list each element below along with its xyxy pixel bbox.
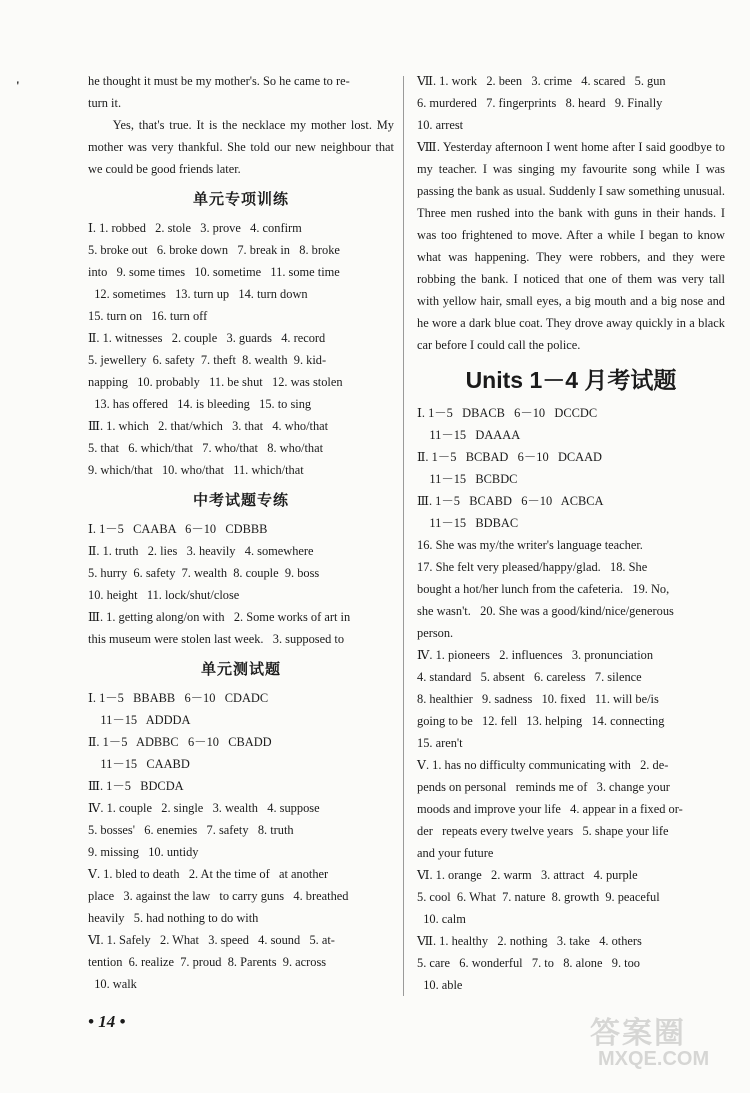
answer-line: 11－15 ADDDA: [88, 713, 191, 727]
answer-line: 9. missing 10. untidy: [88, 845, 199, 859]
answer-line: 11－15 CAABD: [88, 757, 190, 771]
section-title-exam-practice: 中考试题专练: [192, 491, 289, 509]
answer-line: Ⅱ. 1－5 BCBAD 6－10 DCAAD: [417, 450, 603, 464]
margin-mark: ': [16, 78, 20, 93]
watermark-text: 答案圈: [590, 1016, 686, 1051]
section-unit-test-continued: [417, 70, 725, 136]
answer-line: 5. cool 6. What 7. nature 8. growth 9. peaceful: [417, 890, 660, 904]
answer-line: into 9. some times 10. sometime 11. some time: [88, 265, 340, 279]
intro-paragraph: Yes, that's true. It is the necklace my mother lost. My mother was very thankful. She told our new neighbour that we could be good friends later.: [88, 118, 398, 176]
answer-line: napping 10. probably 11. be shut 12. was stolen: [88, 375, 343, 389]
answer-line: Ⅱ. 1. truth 2. lies 3. heavily 4. somewhere: [88, 544, 314, 558]
answer-line: Ⅰ. 1. robbed 2. stole 3. prove 4. confirm: [88, 221, 302, 235]
intro-lines: [88, 70, 394, 114]
essay-paragraph: Ⅷ. Yesterday afternoon I went home after I said goodbye to my teacher. I was singing my favourite song while I was passing the bank as usual. Suddenly I saw something unusual. Three men rushed into the bank with guns in their hands. I was too frightened to move. After a while I began to know what was happening. They were robbers, and they were robbing the bank. I noticed that one of them was very tall with yellow hair, small eyes, a big mouth and a big nose and he wore a dark blue coat. They drove away quickly in a black car before I could call the police.: [417, 140, 729, 352]
answer-line: 10. arrest: [417, 118, 464, 132]
intro-line: turn it.: [88, 96, 122, 110]
section-title-unit-training: 单元专项训练: [192, 190, 289, 208]
answer-line: 12. sometimes 13. turn up 14. turn down: [88, 287, 308, 301]
answer-line: heavily 5. had nothing to do with: [88, 911, 259, 925]
answer-line: 5. jewellery 6. safety 7. theft 8. wealth 9. kid-: [88, 353, 327, 367]
answer-line: 10. calm: [417, 912, 466, 926]
answer-line: place 3. against the law to carry guns 4. breathed: [88, 889, 349, 903]
intro-line: he thought it must be my mother's. So he came to re-: [88, 74, 350, 88]
answer-line: 16. She was my/the writer's language teacher.: [417, 538, 643, 552]
answer-line: moods and improve your life 4. appear in a fixed or-: [417, 802, 683, 816]
answer-line: Ⅵ. 1. orange 2. warm 3. attract 4. purple: [417, 868, 638, 882]
answer-line: and your future: [417, 846, 494, 860]
page-number: • 14 •: [88, 1012, 126, 1031]
answer-line: Ⅶ. 1. work 2. been 3. crime 4. scared 5. gun: [417, 74, 666, 88]
answer-line: bought a hot/her lunch from the cafeteria. 19. No,: [417, 582, 670, 596]
answer-line: 11－15 BCBDC: [417, 472, 518, 486]
answer-line: 4. standard 5. absent 6. careless 7. silence: [417, 670, 642, 684]
section-unit-test: [88, 687, 394, 995]
watermark-url: MXQE.COM: [598, 1048, 710, 1070]
answer-line: 13. has offered 14. is bleeding 15. to sing: [88, 397, 312, 411]
right-column: [417, 70, 729, 996]
answer-line: Ⅱ. 1－5 ADBBC 6－10 CBADD: [88, 735, 272, 749]
answer-line: Ⅳ. 1. couple 2. single 3. wealth 4. suppose: [88, 801, 320, 815]
answer-line: Ⅲ. 1－5 BDCDA: [88, 779, 184, 793]
answer-line: Ⅴ. 1. bled to death 2. At the time of at another: [88, 867, 329, 881]
answer-line: 8. healthier 9. sadness 10. fixed 11. will be/is: [417, 692, 659, 706]
answer-line: tention 6. realize 7. proud 8. Parents 9. across: [88, 955, 327, 969]
answer-line: 15. aren't: [417, 736, 463, 750]
answer-line: 9. which/that 10. who/that 11. which/that: [88, 463, 304, 477]
answer-line: 5. broke out 6. broke down 7. break in 8. broke: [88, 243, 340, 257]
answer-line: pends on personal reminds me of 3. change your: [417, 780, 670, 794]
answer-line: Ⅲ. 1－5 BCABD 6－10 ACBCA: [417, 494, 604, 508]
answer-line: Ⅲ. 1. which 2. that/which 3. that 4. who/that: [88, 419, 329, 433]
answer-line: 5. bosses' 6. enemies 7. safety 8. truth: [88, 823, 294, 837]
answer-line: der repeats every twelve years 5. shape your life: [417, 824, 669, 838]
column-divider: [403, 76, 404, 996]
answer-line: 5. hurry 6. safety 7. wealth 8. couple 9. boss: [88, 566, 320, 580]
answer-line: 5. that 6. which/that 7. who/that 8. who/that: [88, 441, 324, 455]
answer-line: 11－15 DAAAA: [417, 428, 521, 442]
answer-line: Ⅱ. 1. witnesses 2. couple 3. guards 4. record: [88, 331, 326, 345]
section-monthly-exam: [417, 402, 725, 996]
section-unit-training: [88, 217, 394, 481]
exam-title: Units 1－4 月考试题: [465, 367, 677, 393]
answer-line: Ⅰ. 1－5 BBABB 6－10 CDADC: [88, 691, 269, 705]
answer-line: Ⅰ. 1－5 CAABA 6－10 CDBBB: [88, 522, 268, 536]
answer-line: 6. murdered 7. fingerprints 8. heard 9. Finally: [417, 96, 663, 110]
left-column: [88, 70, 398, 995]
answer-line: Ⅰ. 1－5 DBACB 6－10 DCCDC: [417, 406, 598, 420]
answer-line: this museum were stolen last week. 3. supposed to: [88, 632, 345, 646]
section-title-unit-test: 单元测试题: [200, 660, 281, 678]
answer-line: 11－15 BDBAC: [417, 516, 519, 530]
answer-line: Ⅳ. 1. pioneers 2. influences 3. pronunciation: [417, 648, 654, 662]
section-exam-practice: [88, 518, 394, 650]
answer-line: 17. She felt very pleased/happy/glad. 18. She: [417, 560, 648, 574]
answer-line: Ⅶ. 1. healthy 2. nothing 3. take 4. others: [417, 934, 642, 948]
answer-line: 10. able: [417, 978, 463, 992]
answer-line: person.: [417, 626, 454, 640]
answer-line: 15. turn on 16. turn off: [88, 309, 208, 323]
answer-line: she wasn't. 20. She was a good/kind/nice/generous: [417, 604, 674, 618]
answer-line: 10. height 11. lock/shut/close: [88, 588, 240, 602]
answer-line: 10. walk: [88, 977, 137, 991]
answer-line: 5. care 6. wonderful 7. to 8. alone 9. too: [417, 956, 640, 970]
answer-line: Ⅴ. 1. has no difficulty communicating with 2. de-: [417, 758, 669, 772]
answer-line: Ⅲ. 1. getting along/on with 2. Some works of art in: [88, 610, 351, 624]
answer-line: going to be 12. fell 13. helping 14. connecting: [417, 714, 665, 728]
answer-line: Ⅵ. 1. Safely 2. What 3. speed 4. sound 5. at-: [88, 933, 335, 947]
watermark-logo: [590, 1008, 720, 1078]
